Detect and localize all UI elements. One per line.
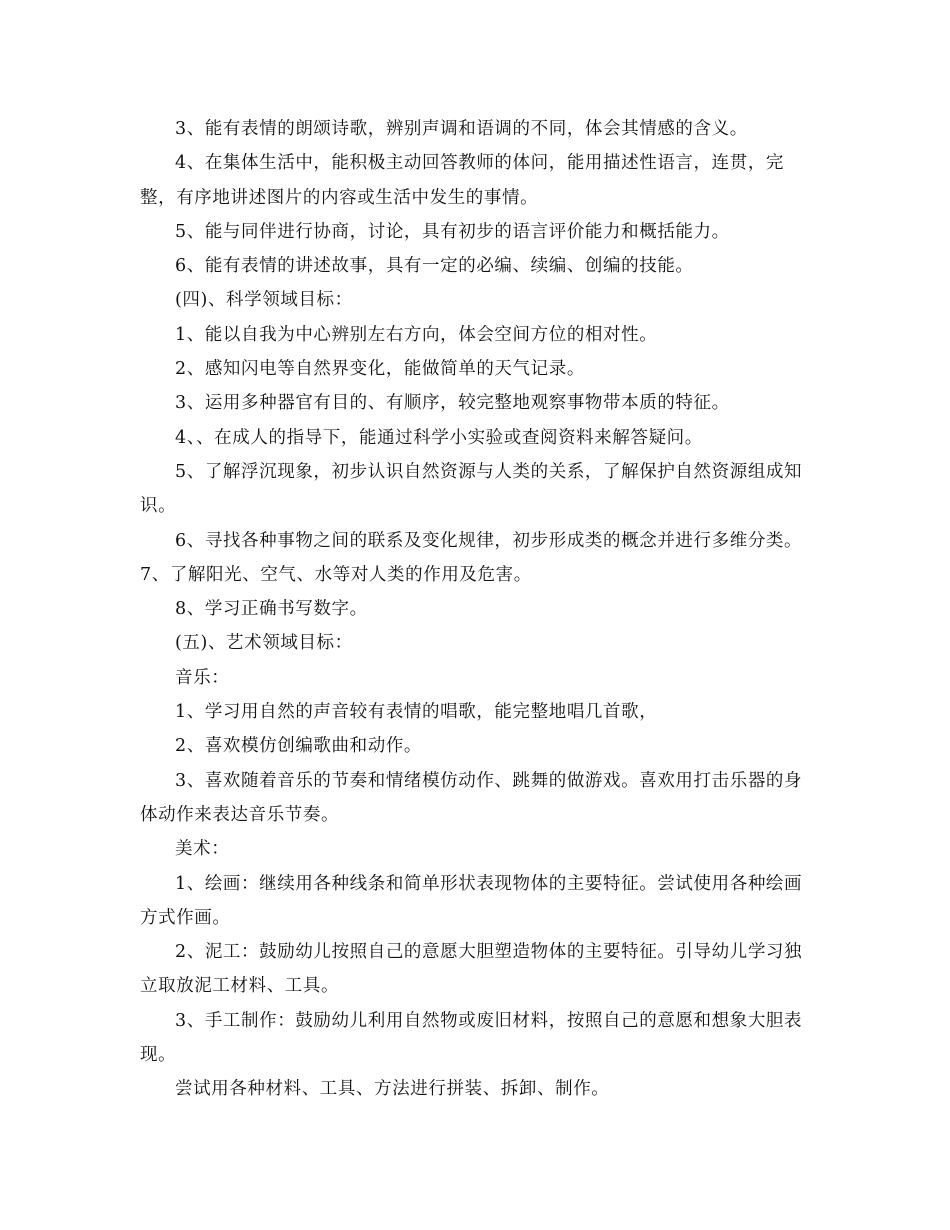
paragraph-science-1: 1、能以自我为中心辨别左右方向，体会空间方位的相对性。 xyxy=(175,324,658,345)
paragraph-language-4: 4、在集体生活中，能积极主动回答教师的体问，能用描述性语言，连贯，完整，有序地讲述图片的内容或生活中发生的事情。 xyxy=(140,153,785,208)
paragraph-art-4: 尝试用各种材料、工具、方法进行拼装、拆卸、制作。 xyxy=(175,1079,610,1100)
paragraph-music-3: 3、喜欢随着音乐的节奏和情绪模仿动作、跳舞的做游戏。喜欢用打击乐器的身体动作来表达音乐节奏。 xyxy=(140,770,803,825)
paragraph-science-4: 4、、在成人的指导下，能通过科学小实验或查阅资料来解答疑问。 xyxy=(175,427,703,448)
paragraph-music-1: 1、学习用自然的声音较有表情的唱歌，能完整地唱几首歌， xyxy=(175,702,658,723)
paragraph-music-2: 2、喜欢模仿创编歌曲和动作。 xyxy=(175,736,423,757)
paragraph-science-3: 3、运用多种器官有目的、有顺序，较完整地观察事物带本质的特征。 xyxy=(175,393,730,414)
paragraph-language-5: 5、能与同伴进行协商，讨论，具有初步的语言评价能力和概括能力。 xyxy=(175,221,730,242)
paragraph-science-7: 7、了解阳光、空气、水等对人类的作用及危害。 xyxy=(140,564,532,585)
subheading-fine-art: 美术： xyxy=(175,839,230,860)
paragraph-language-6: 6、能有表情的讲述故事，具有一定的必编、续编、创编的技能。 xyxy=(175,256,694,277)
paragraph-art-2: 2、泥工：鼓励幼儿按照自己的意愿大胆塑造物体的主要特征。引导幼儿学习独立取放泥工材料、工具。 xyxy=(140,942,803,997)
paragraph-language-3: 3、能有表情的朗颂诗歌，辨别声调和语调的不同，体会其情感的含义。 xyxy=(175,119,748,139)
paragraph-science-6: 6、寻找各种事物之间的联系及变化规律，初步形成类的概念并进行多维分类。 xyxy=(175,530,803,551)
section-heading-art: (五)、艺术领域目标： xyxy=(175,633,353,654)
paragraph-science-2: 2、感知闪电等自然界变化，能做简单的天气记录。 xyxy=(175,359,585,380)
paragraph-science-5: 5、了解浮沉现象，初步认识自然资源与人类的关系，了解保护自然资源组成知识。 xyxy=(140,461,803,517)
subheading-music: 音乐： xyxy=(175,667,230,688)
paragraph-science-8: 8、学习正确书写数字。 xyxy=(175,599,368,620)
section-heading-science: (四)、科学领域目标： xyxy=(175,290,353,311)
document-page xyxy=(140,112,815,1107)
paragraph-art-3: 3、手工制作：鼓励幼儿利用自然物或废旧材料，按照自己的意愿和想象大胆表现。 xyxy=(140,1010,803,1066)
paragraph-art-1: 1、绘画：继续用各种线条和简单形状表现物体的主要特征。尝试使用各种绘画方式作画。 xyxy=(140,873,803,928)
